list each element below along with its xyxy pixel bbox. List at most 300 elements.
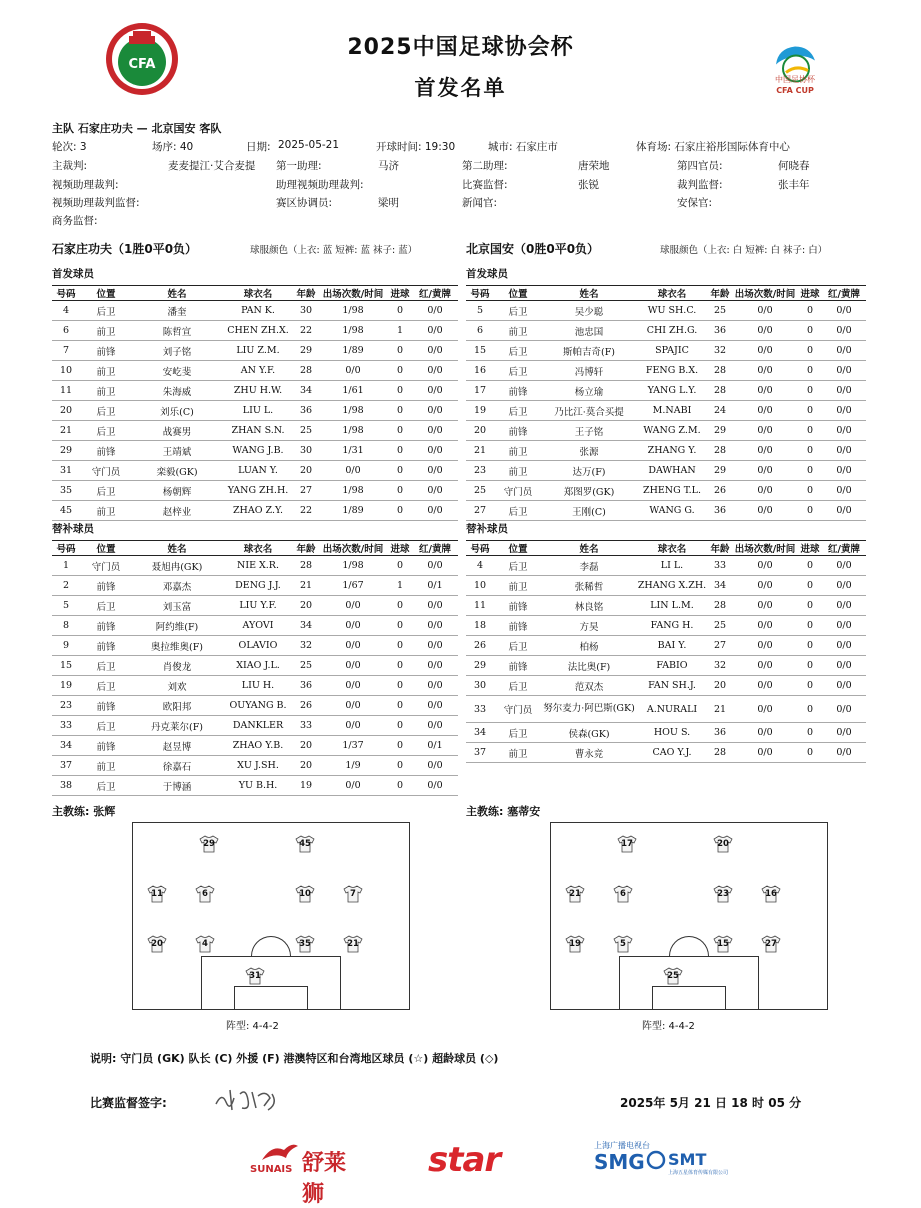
table-cell: 23 [52,696,80,716]
table-cell: 18 [466,616,494,636]
table-cell: 奥拉维奥(F) [132,636,222,656]
pitch-arc [669,936,709,957]
column-header: 出场次数/时间 [732,541,798,556]
table-cell: 王刚(C) [542,501,636,521]
table-cell: 34 [294,381,318,401]
table-cell: 4 [466,556,494,576]
table-cell: 0/0 [318,696,388,716]
table-cell: 前卫 [494,441,542,461]
table-cell: 曹永竞 [542,743,636,763]
table-cell: 10 [52,361,80,381]
player-shirt-icon [565,885,585,903]
table-cell: 31 [52,461,80,481]
table-row [466,341,866,361]
table-cell: 0 [798,341,822,361]
official-label-match-commissioner: 比赛监督: [462,179,508,191]
table-row [466,381,866,401]
player-shirt-icon [761,935,781,953]
table-cell: 23 [466,461,494,481]
table-cell: 郑图罗(GK) [542,481,636,501]
table-cell: 0 [388,556,412,576]
shirt-number: 21 [569,889,581,899]
table-cell: 守门员 [80,556,132,576]
column-header: 红/黄牌 [412,286,458,301]
table-cell: 0/0 [822,676,866,696]
table-cell: 柏杨 [542,636,636,656]
player-shirt-icon [713,835,733,853]
table-cell: 0 [388,481,412,501]
table-cell: 斯帕吉奇(F) [542,341,636,361]
table-cell: ZHAO Y.B. [222,736,294,756]
player-shirt-icon [713,885,733,903]
table-cell: 20 [708,676,732,696]
table-cell: 0/0 [318,716,388,736]
table-cell: 29 [708,461,732,481]
player-shirt-icon [613,885,633,903]
player-shirt-icon [343,935,363,953]
table-row [466,556,866,576]
shirt-number: 7 [350,889,356,899]
table-cell: FABIO [636,656,708,676]
table-cell: 11 [466,596,494,616]
table-cell: WANG J.B. [222,441,294,461]
away-subs-table [466,540,866,763]
table-cell: 后卫 [80,716,132,736]
table-cell: 30 [466,676,494,696]
table-row [466,321,866,341]
table-header-row [52,541,458,556]
table-cell: 32 [708,341,732,361]
sunais-cn: 舒莱狮 [302,1151,347,1207]
table-cell: 0/0 [412,556,458,576]
shirt-number: 16 [765,889,777,899]
table-cell: 方昊 [542,616,636,636]
table-cell: 0/0 [412,636,458,656]
table-cell: 0/0 [732,576,798,596]
table-cell: 0/0 [822,743,866,763]
table-cell: 0/0 [822,481,866,501]
table-row [466,501,866,521]
table-cell: 0/0 [318,776,388,796]
table-cell: 33 [708,556,732,576]
table-cell: 0/0 [822,441,866,461]
table-row [52,556,458,576]
table-header-row [52,286,458,301]
table-cell: 于博涵 [132,776,222,796]
table-cell: 36 [708,501,732,521]
table-row [52,381,458,401]
away-formation-pitch [550,822,828,1010]
cfa-logo-text: CFA [128,57,156,72]
table-cell: 0/0 [412,481,458,501]
table-cell: 前卫 [80,756,132,776]
table-cell: 1/67 [318,576,388,596]
table-cell: FAN SH.J. [636,676,708,696]
column-header: 球衣名 [636,286,708,301]
table-cell: 0 [388,501,412,521]
table-cell: 0/0 [732,481,798,501]
table-cell: YANG ZH.H. [222,481,294,501]
column-header: 姓名 [132,541,222,556]
table-cell: 0/0 [822,341,866,361]
table-row [52,461,458,481]
official-value-referee-assessor: 张丰年 [778,179,810,191]
table-row [466,481,866,501]
table-cell: 26 [708,481,732,501]
away-starters-table [466,285,866,521]
table-cell: PAN K. [222,301,294,321]
table-cell: 28 [708,596,732,616]
shirt-number: 19 [569,939,581,949]
shirt-number: 25 [667,971,679,981]
table-cell: 战赛男 [132,421,222,441]
table-row [52,576,458,596]
table-cell: 36 [294,676,318,696]
official-value-match-commissioner: 张锐 [578,179,599,191]
table-cell: 侯森(GK) [542,723,636,743]
shirt-number: 27 [765,939,777,949]
signature-label: 比赛监督签字: [90,1096,167,1110]
table-cell: 1/98 [318,321,388,341]
table-cell: 0/0 [318,461,388,481]
column-header: 位置 [494,541,542,556]
table-cell: 1/89 [318,341,388,361]
table-cell: WU SH.C. [636,301,708,321]
table-row [466,576,866,596]
table-cell: 0/0 [412,341,458,361]
column-header: 进球 [798,541,822,556]
table-row [466,301,866,321]
column-header: 进球 [798,286,822,301]
table-cell: DENG J.J. [222,576,294,596]
home-formation-label: 阵型: 4-4-2 [226,1021,279,1032]
smt-en: SMT [668,1150,707,1169]
star-wordmark: star [428,1140,501,1180]
table-cell: 0/0 [412,656,458,676]
player-shirt-icon [343,885,363,903]
table-cell: 0 [388,401,412,421]
shirt-number: 45 [299,839,311,849]
table-cell: 前卫 [494,576,542,596]
column-header: 年龄 [294,541,318,556]
table-cell: 6 [466,321,494,341]
table-cell: 0 [388,361,412,381]
table-cell: 28 [294,556,318,576]
table-cell: 0 [798,696,822,723]
table-cell: 0/0 [732,321,798,341]
table-cell: 0/0 [732,743,798,763]
official-label-ar2: 第二助理: [462,160,508,172]
shirt-number: 5 [620,939,626,949]
table-cell: 后卫 [494,341,542,361]
table-cell: AYOVI [222,616,294,636]
player-shirt-icon [195,935,215,953]
table-cell: LI L. [636,556,708,576]
table-cell: 34 [294,616,318,636]
table-row [466,401,866,421]
table-cell: 0 [798,381,822,401]
column-header: 号码 [52,541,80,556]
away-formation-label: 阵型: 4-4-2 [642,1021,695,1032]
column-header: 出场次数/时间 [318,286,388,301]
table-cell: 0/0 [732,441,798,461]
table-cell: 前锋 [80,636,132,656]
table-cell: 0/0 [318,676,388,696]
column-header: 姓名 [542,286,636,301]
home-starters-heading: 首发球员 [52,268,94,280]
table-cell: CHEN ZH.X. [222,321,294,341]
table-cell: 0 [798,616,822,636]
table-cell: OLAVIO [222,636,294,656]
table-cell: 28 [708,441,732,461]
table-cell: LIU H. [222,676,294,696]
table-cell: 0/0 [318,656,388,676]
table-cell: 前锋 [80,576,132,596]
table-row [52,481,458,501]
page-title: 2025中国足球协会杯 [347,35,574,60]
table-cell: 21 [294,576,318,596]
home-starters-table [52,285,458,521]
player-shirt-icon [617,835,637,853]
table-cell: 22 [294,501,318,521]
column-header: 位置 [80,286,132,301]
table-cell: 守门员 [80,461,132,481]
table-cell: 乃比江·莫合买提 [542,401,636,421]
official-label-press-officer: 新闻官: [462,197,498,209]
table-row [52,656,458,676]
table-cell: ZHENG T.L. [636,481,708,501]
table-cell: 32 [294,636,318,656]
table-cell: ZHANG X.ZH. [636,576,708,596]
table-cell: 杨立瑜 [542,381,636,401]
table-cell: 0/0 [822,401,866,421]
table-cell: 0/0 [732,381,798,401]
table-row [466,421,866,441]
column-header: 球衣名 [222,541,294,556]
table-cell: 欧阳邦 [132,696,222,716]
table-cell: 阿约维(F) [132,616,222,636]
table-cell: 0 [798,441,822,461]
table-cell: 张稀哲 [542,576,636,596]
shirt-number: 4 [202,939,208,949]
table-cell: 后卫 [494,401,542,421]
table-cell: 0/0 [412,441,458,461]
signature-datetime: 2025年 5月 21 日 18 时 05 分 [620,1096,802,1110]
table-cell: 0/0 [732,301,798,321]
table-cell: 19 [52,676,80,696]
away-team-record: 北京国安（0胜0平0负） [466,242,600,256]
shirt-number: 23 [717,889,729,899]
player-shirt-icon [245,967,265,985]
sunais-bird-icon [260,1140,300,1164]
page-subtitle: 首发名单 [414,76,507,100]
table-cell: 0/1 [412,576,458,596]
table-cell: 34 [466,723,494,743]
home-subs-table [52,540,458,796]
table-cell: LIU Z.M. [222,341,294,361]
table-cell: 1 [52,556,80,576]
player-shirt-icon [195,885,215,903]
handwritten-signature-icon [212,1084,282,1116]
shirt-number: 17 [621,839,633,849]
table-cell: 刘乐(C) [132,401,222,421]
table-cell: 0/0 [412,676,458,696]
table-cell: 27 [294,481,318,501]
table-cell: 26 [466,636,494,656]
column-header: 进球 [388,286,412,301]
table-row [52,776,458,796]
table-cell: 10 [466,576,494,596]
table-cell: 后卫 [80,776,132,796]
table-cell: 后卫 [80,596,132,616]
table-cell: DAWHAN [636,461,708,481]
table-cell: 前卫 [80,501,132,521]
table-cell: 安屹斐 [132,361,222,381]
table-cell: 0 [388,301,412,321]
table-cell: 0/1 [412,736,458,756]
table-cell: 0 [388,441,412,461]
table-cell: 前锋 [494,421,542,441]
table-cell: 27 [708,636,732,656]
column-header: 姓名 [542,541,636,556]
table-cell: CHI ZH.G. [636,321,708,341]
table-cell: 0/0 [822,616,866,636]
table-cell: 前锋 [494,596,542,616]
table-cell: 5 [52,596,80,616]
column-header: 进球 [388,541,412,556]
table-row [466,656,866,676]
goal-box [234,986,308,1009]
venue-label: 体育场: 石家庄裕彤国际体育中心 [636,141,790,153]
column-header: 年龄 [708,286,732,301]
cup-logo-text-en: CFA CUP [776,86,814,95]
table-cell: 努尔麦力·阿巴斯(GK) [542,696,636,723]
table-cell: 0 [798,556,822,576]
table-cell: 0/0 [412,616,458,636]
table-cell: 0/0 [412,501,458,521]
player-shirt-icon [199,835,219,853]
table-row [466,616,866,636]
official-label-4th: 第四官员: [677,160,723,172]
official-label-referee-assessor: 裁判监督: [677,179,723,191]
table-cell: ZHAO Z.Y. [222,501,294,521]
table-cell: 0/0 [412,381,458,401]
table-cell: 26 [294,696,318,716]
table-cell: 刘子铭 [132,341,222,361]
table-cell: 24 [708,401,732,421]
table-cell: 25 [466,481,494,501]
column-header: 年龄 [294,286,318,301]
official-label-ar1: 第一助理: [276,160,322,172]
table-row [52,341,458,361]
table-cell: 刘玉富 [132,596,222,616]
player-shirt-icon [147,935,167,953]
table-cell: 0/0 [318,616,388,636]
player-shirt-icon [565,935,585,953]
table-cell: 前锋 [80,696,132,716]
table-cell: 36 [294,401,318,421]
table-cell: 25 [708,301,732,321]
table-cell: 前锋 [80,736,132,756]
table-cell: 守门员 [494,481,542,501]
table-cell: 0/0 [412,696,458,716]
table-cell: 0/0 [822,301,866,321]
shirt-number: 6 [202,889,208,899]
table-cell: 吴少聪 [542,301,636,321]
table-cell: 0 [798,481,822,501]
table-cell: WANG Z.M. [636,421,708,441]
sponsor-star-logo [428,1140,546,1184]
table-cell: 陈哲宣 [132,321,222,341]
table-cell: 0 [798,676,822,696]
table-row [466,361,866,381]
table-cell: 徐嘉石 [132,756,222,776]
table-cell: 前卫 [494,461,542,481]
player-shirt-icon [295,935,315,953]
table-header-row [466,541,866,556]
table-cell: 0 [388,696,412,716]
table-cell: DANKLER [222,716,294,736]
pitch-arc [251,936,291,957]
table-cell: ZHAN S.N. [222,421,294,441]
table-cell: 0/0 [318,361,388,381]
sponsor-smg-logo [594,1140,744,1184]
table-cell: 33 [294,716,318,736]
table-cell: 0/0 [412,401,458,421]
table-cell: 邓嘉杰 [132,576,222,596]
teams-line: 主队 石家庄功夫 — 北京国安 客队 [52,122,222,135]
table-cell: 36 [708,723,732,743]
table-cell: 刘欢 [132,676,222,696]
shirt-number: 20 [151,939,163,949]
table-cell: 38 [52,776,80,796]
table-row [466,441,866,461]
table-cell: 后卫 [80,301,132,321]
column-header: 红/黄牌 [822,541,866,556]
table-cell: 0/0 [822,656,866,676]
table-cell: WANG G. [636,501,708,521]
table-cell: 肖俊龙 [132,656,222,676]
table-cell: XIAO J.L. [222,656,294,676]
table-cell: 34 [708,576,732,596]
table-cell: 0/0 [732,341,798,361]
table-cell: A.NURALI [636,696,708,723]
home-team-record: 石家庄功夫（1胜0平0负） [52,242,198,256]
table-cell: 8 [52,616,80,636]
table-cell: 0 [798,421,822,441]
table-cell: 0 [388,381,412,401]
table-cell: 0/0 [732,616,798,636]
smt-sub: 上海五星体育传媒有限公司 [668,1170,729,1176]
table-cell: 杨朝辉 [132,481,222,501]
table-cell: HOU S. [636,723,708,743]
official-value-referee: 麦麦提江·艾合麦提 [168,160,256,172]
table-cell: 前卫 [80,321,132,341]
table-cell: 4 [52,301,80,321]
table-cell: 0/0 [822,723,866,743]
table-cell: 21 [466,441,494,461]
table-cell: 11 [52,381,80,401]
table-cell: 前锋 [494,656,542,676]
player-shirt-icon [713,935,733,953]
official-value-ar1: 马济 [378,160,399,172]
table-cell: 25 [294,656,318,676]
table-cell: 后卫 [494,636,542,656]
table-cell: 后卫 [80,656,132,676]
table-cell: 25 [708,616,732,636]
away-subs-heading: 替补球员 [466,523,508,535]
table-cell: 1/9 [318,756,388,776]
